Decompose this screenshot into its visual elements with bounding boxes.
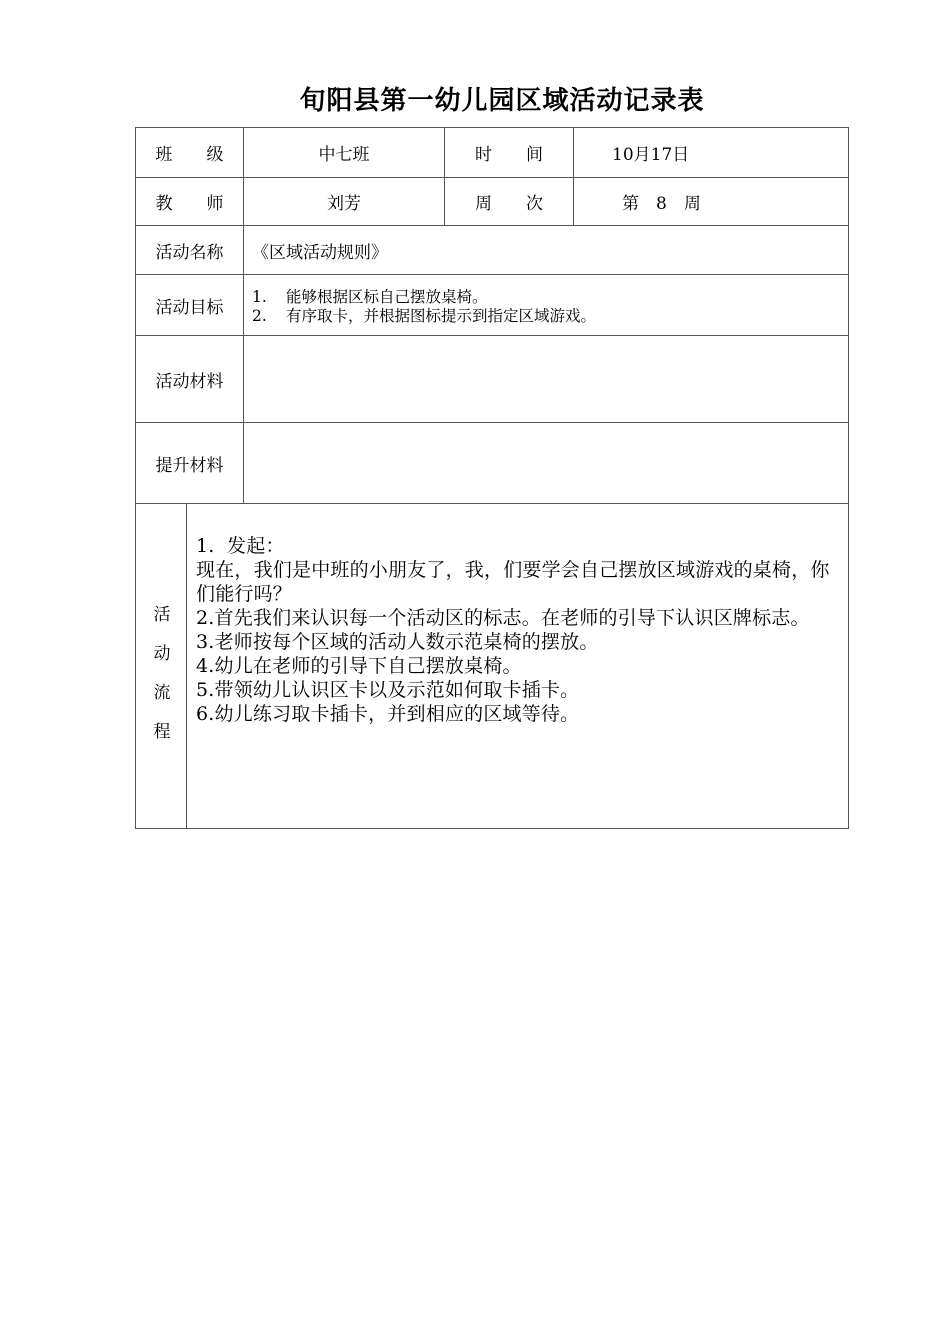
flow-line: 2.首先我们来认识每一个活动区的标志。在老师的引导下认识区牌标志。 (196, 607, 810, 629)
flow-line: 6.幼儿练习取卡插卡，并到相应的区域等待。 (196, 703, 580, 725)
time-value: 10月17日 (612, 145, 690, 165)
flow-line: 现在，我们是中班的小朋友了，我，们要学会自己摆放区域游戏的桌椅，你们能行吗？ (196, 559, 830, 605)
list-item: 2. 有序取卡，并根据图标提示到指定区域游戏。 (252, 307, 597, 325)
activity-name-label: 活动名称 (155, 242, 224, 263)
class-label: 班 级 (155, 145, 224, 165)
activity-materials-label: 活动材料 (155, 371, 224, 392)
activity-goal-list (252, 288, 596, 326)
advanced-materials-label: 提升材料 (155, 455, 224, 476)
page-title: 旬阳县第一幼儿园区域活动记录表 (299, 86, 705, 116)
time-label: 时 间 (475, 145, 543, 165)
activity-flow-label: 活 动 流 程 (153, 605, 171, 742)
table-border-bottom (135, 828, 849, 829)
flow-line: 1. 发起： (196, 535, 285, 557)
week-value: 第 8 周 (622, 194, 701, 214)
list-item: 1. 能够根据区标自己摆放桌椅。 (252, 288, 488, 306)
table-border-right (848, 127, 849, 829)
teacher-value: 刘芳 (327, 194, 361, 214)
activity-materials-value (252, 336, 842, 422)
week-label: 周 次 (475, 194, 543, 214)
teacher-label: 教 师 (155, 194, 224, 214)
table-rule (186, 503, 187, 829)
class-value: 中七班 (318, 145, 370, 165)
advanced-materials-value (252, 423, 842, 503)
flow-line: 4.幼儿在老师的引导下自己摆放桌椅。 (196, 655, 522, 677)
flow-line: 3.老师按每个区域的活动人数示范桌椅的摆放。 (196, 631, 599, 653)
activity-flow-content (196, 534, 844, 726)
table-rule (573, 127, 574, 225)
activity-goal-label: 活动目标 (155, 297, 224, 318)
activity-name-value: 《区域活动规则》 (252, 242, 388, 263)
flow-line: 5.带领幼儿认识区卡以及示范如何取卡插卡。 (196, 679, 580, 701)
